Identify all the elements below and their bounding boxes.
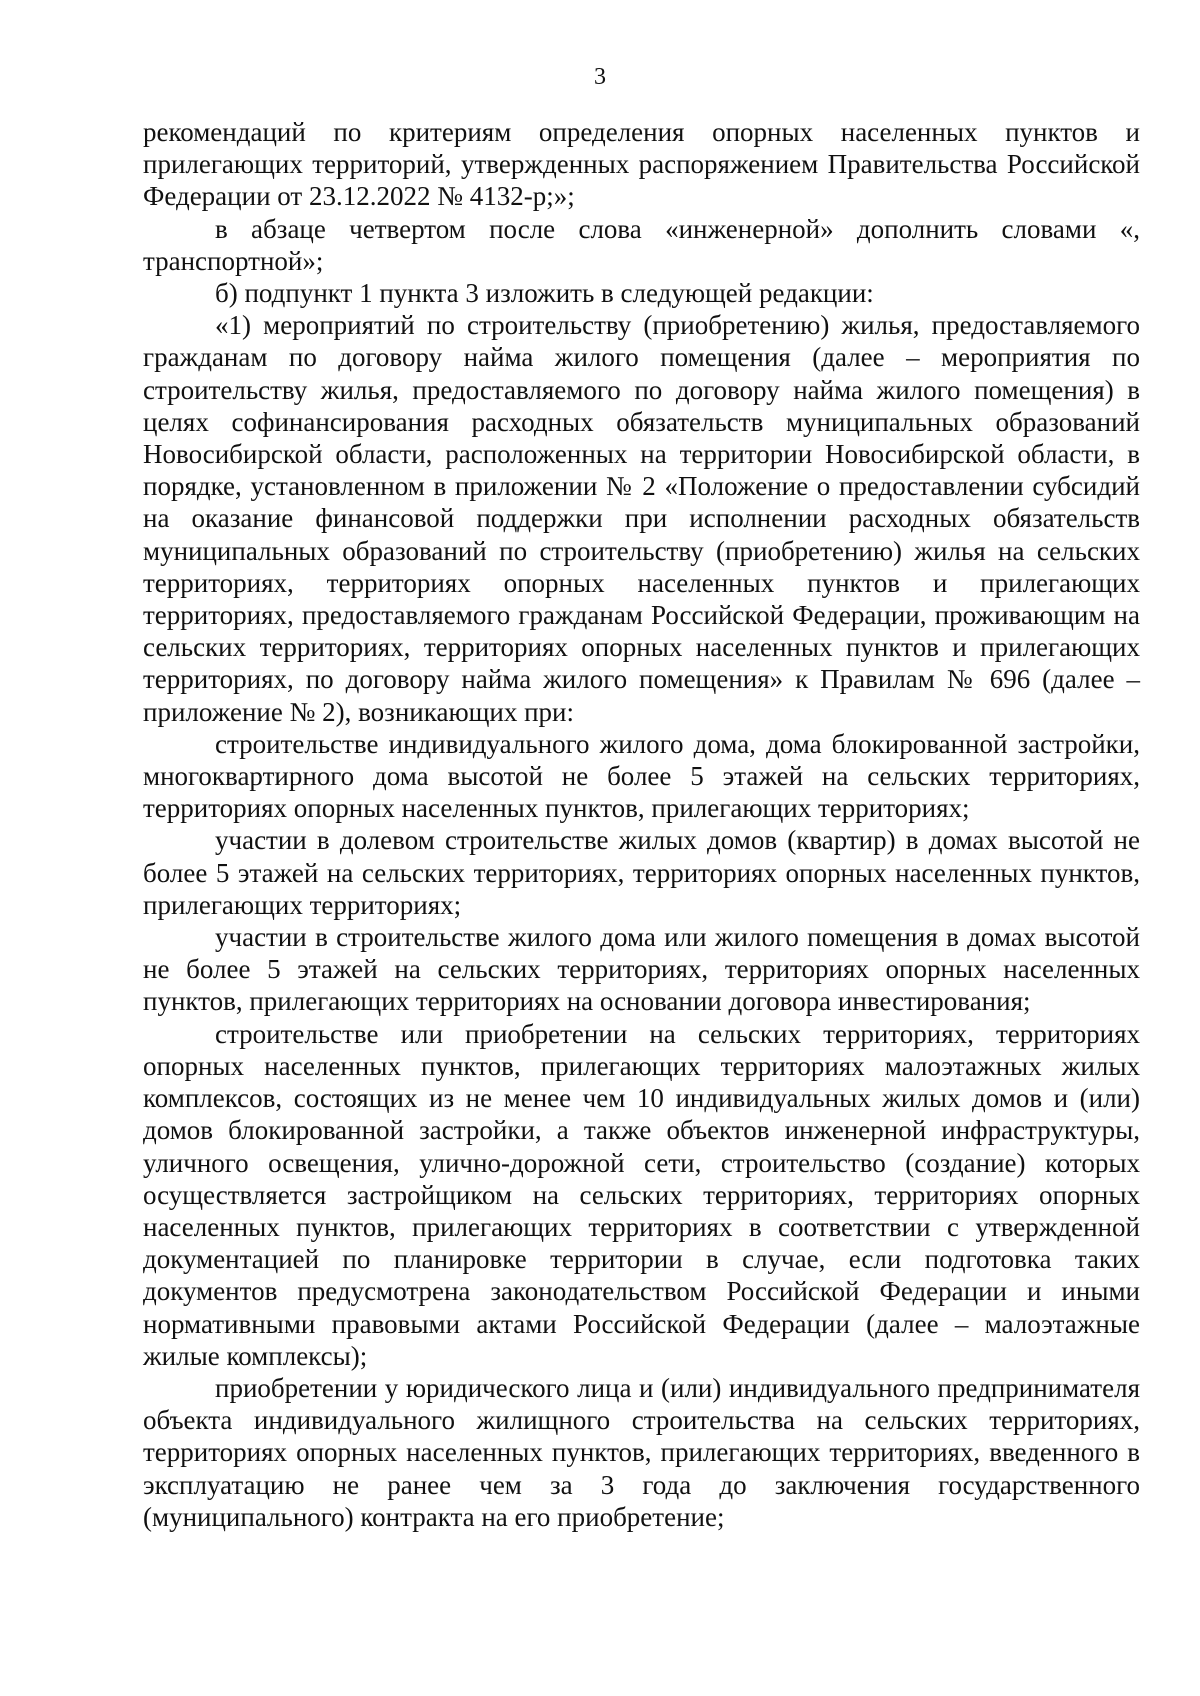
paragraph-shared-construction: участии в долевом строительстве жилых домов (квартир) в домах высотой не более 5 этажей на сельских территориях, территориях опорных населенных пунктов, прилегающих территориях; <box>143 825 1140 920</box>
paragraph-criteria-reference: рекомендаций по критериям определения опорных населенных пунктов и прилегающих территорий, утвержденных распоряжением Правительства Российской Федерации от 23.12.2022 № 4132-р;»; <box>143 117 1140 212</box>
paragraph-housing-measures: «1) мероприятий по строительству (приобретению) жилья, предоставляемого гражданам по договору найма жилого помещения (далее – мероприятия по строительству жилья, предоставляемого по договору найма жилого помещения) в целях софинансирования расходных обязательств муниципальных образований Новосибирской области, расположенных на территории Новосибирской области, в порядке, установленном в приложении № 2 «Положение о предоставлении субсидий на оказание финансовой поддержки при исполнении расходных обязательств муниципальных образований по строительству (приобретению) жилья на сельских территориях, территориях опорных населенных пунктов и прилегающих территориях, предоставляемого гражданам Российской Федерации, проживающим на сельских территориях, территориях опорных населенных пунктов и прилегающих территориях, по договору найма жилого помещения» к Правилам № 696 (далее – приложение № 2), возникающих при: <box>143 310 1140 727</box>
paragraph-low-rise-complexes: строительстве или приобретении на сельских территориях, территориях опорных населенных пунктов, прилегающих территориях малоэтажных жилых комплексов, состоящих из не менее чем 10 индивидуальных жилых домов и (или) домов блокированной застройки, а также объектов инженерной инфраструктуры, уличного освещения, улично-дорожной сети, строительство (создание) которых осуществляется застройщиком на сельских территориях, территориях опорных населенных пунктов, прилегающих территориях в соответствии с утвержденной документацией по планировке территории в случае, если подготовка таких документов предусмотрена законодательством Российской Федерации и иными нормативными правовыми актами Российской Федерации (далее – малоэтажные жилые комплексы); <box>143 1018 1140 1371</box>
paragraph-construction-houses: строительстве индивидуального жилого дома, дома блокированной застройки, многоквартирного дома высотой не более 5 этажей на сельских территориях, территориях опорных населенных пунктов, прилегающих территориях; <box>143 728 1140 824</box>
paragraph-subclause-heading: б) подпункт 1 пункта 3 изложить в следующей редакции: <box>215 278 874 309</box>
paragraph-investment-construction: участии в строительстве жилого дома или жилого помещения в домах высотой не более 5 этажей на сельских территориях, территориях опорных населенных пунктов, прилегающих территориях на основании договора инвестирования; <box>143 922 1140 1017</box>
page-number: 3 <box>594 64 606 90</box>
document-body <box>143 116 1140 1533</box>
paragraph-transport-amendment: в абзаце четвертом после слова «инженерной» дополнить словами «, транспортной»; <box>143 213 1140 276</box>
paragraph-acquisition-from-entity: приобретении у юридического лица и (или) индивидуального предпринимателя объекта индивидуального жилищного строительства на сельских территориях, территориях опорных населенных пунктов, прилегающих территориях, введенного в эксплуатацию не ранее чем за 3 года до заключения государственного (муниципального) контракта на его приобретение; <box>143 1372 1140 1532</box>
